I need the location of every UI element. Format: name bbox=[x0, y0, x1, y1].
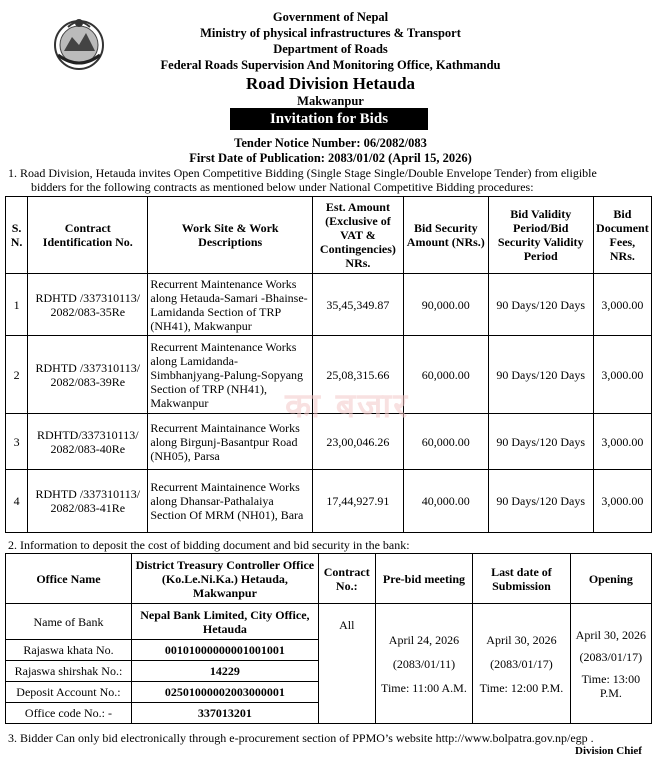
row-contract: RDHTD/337310113/ 2082/083-40Re bbox=[28, 414, 148, 470]
header-site: Work Site & Work Descriptions bbox=[148, 197, 313, 274]
paragraph-2: 2. Information to deposit the cost of bidding document and bid security in the bank: bbox=[8, 538, 410, 552]
signature-title: Division Chief bbox=[575, 745, 642, 757]
row-site: Recurrent Maintenance Works along Lamidanda-Simbhanjyang-Palung-Sopyang Section of TRP (NH41), Makwanpur bbox=[148, 336, 313, 414]
district-title: Makwanpur bbox=[297, 94, 364, 108]
header-sn: S. N. bbox=[6, 197, 28, 274]
header-prebid: Pre-bid meeting bbox=[375, 554, 473, 604]
last-time: Time: 12:00 P.M. bbox=[479, 680, 564, 695]
office-code-label: Office code No.: - bbox=[6, 703, 132, 724]
last-nepali-date: (2083/01/17) bbox=[490, 656, 553, 671]
bank-value: Nepal Bank Limited, City Office, Hetauda bbox=[131, 604, 318, 640]
row-security: 90,000.00 bbox=[403, 274, 488, 336]
row-contract: RDHTD /337310113/ 2082/083-41Re bbox=[28, 470, 148, 533]
shirshak-value: 14229 bbox=[131, 661, 318, 682]
row-amount: 35,45,349.87 bbox=[312, 274, 403, 336]
row-validity: 90 Days/120 Days bbox=[488, 274, 593, 336]
header-security: Bid Security Amount (NRs.) bbox=[403, 197, 488, 274]
row-site: Recurrent Maintainence Works along Dhansar-Pathalaiya Section Of MRM (NH01), Bara bbox=[148, 470, 313, 533]
header-contract-no: Contract No.: bbox=[318, 554, 375, 604]
row-validity: 90 Days/120 Days bbox=[488, 470, 593, 533]
prebid-date: April 24, 2026 bbox=[388, 632, 460, 647]
opening-date: April 30, 2026 bbox=[575, 627, 647, 642]
khata-value: 00101000000001001001 bbox=[131, 640, 318, 661]
header-contract: Contract Identification No. bbox=[28, 197, 148, 274]
office-code-value: 337013201 bbox=[131, 703, 318, 724]
opening-nepali-date: (2083/01/17) bbox=[579, 649, 643, 664]
invitation-banner: Invitation for Bids bbox=[230, 108, 428, 130]
department-title: Department of Roads bbox=[273, 42, 388, 56]
row-fees: 3,000.00 bbox=[593, 336, 651, 414]
ministry-title: Ministry of physical infrastructures & Transport bbox=[200, 26, 461, 40]
prebid-cell bbox=[375, 604, 473, 724]
table-row bbox=[6, 274, 652, 336]
row-sn: 3 bbox=[6, 414, 28, 470]
row-sn: 4 bbox=[6, 470, 28, 533]
paragraph-1-line-1: 1. Road Division, Hetauda invites Open Competitive Bidding (Single Stage Single/Double Envelope Tender) from eligible bbox=[8, 166, 597, 180]
row-contract: RDHTD /337310113/ 2082/083-35Re bbox=[28, 274, 148, 336]
bank-info-table bbox=[5, 553, 652, 724]
row-amount: 23,00,046.26 bbox=[312, 414, 403, 470]
header-office-name: Office Name bbox=[6, 554, 132, 604]
government-title: Government of Nepal bbox=[272, 10, 389, 24]
publication-date: First Date of Publication: 2083/01/02 (April 15, 2026) bbox=[189, 151, 472, 165]
bank-label: Name of Bank bbox=[6, 604, 132, 640]
row-security: 60,000.00 bbox=[403, 414, 488, 470]
opening-cell bbox=[570, 604, 651, 724]
khata-label: Rajaswa khata No. bbox=[6, 640, 132, 661]
paragraph-1-line-2: bidders for the following contracts as mentioned below under National Competitive Bidding procedures: bbox=[31, 180, 534, 194]
row-contract: RDHTD /337310113/ 2082/083-39Re bbox=[28, 336, 148, 414]
prebid-nepali-date: (2083/01/11) bbox=[392, 656, 456, 671]
deposit-value: 02501000002003000001 bbox=[131, 682, 318, 703]
row-site: Recurrent Maintainance Works along Birgunj-Basantpur Road (NH05), Parsa bbox=[148, 414, 313, 470]
prebid-time: Time: 11:00 A.M. bbox=[381, 680, 467, 695]
contracts-table bbox=[5, 196, 652, 533]
row-site: Recurrent Maintenance Works along Hetauda-Samari -Bhainse-Lamidanda Section of TRP (NH41), Makwanpur bbox=[148, 274, 313, 336]
contract-all: All bbox=[318, 604, 375, 724]
header-validity: Bid Validity Period/Bid Security Validity Period bbox=[488, 197, 593, 274]
opening-time: Time: 13:00 P.M. bbox=[581, 671, 641, 700]
office-title: Federal Roads Supervision And Monitoring Office, Kathmandu bbox=[160, 58, 501, 72]
row-sn: 1 bbox=[6, 274, 28, 336]
shirshak-label: Rajaswa shirshak No.: bbox=[6, 661, 132, 682]
row-sn: 2 bbox=[6, 336, 28, 414]
last-date: April 30, 2026 bbox=[486, 632, 557, 647]
division-title: Road Division Hetauda bbox=[245, 74, 416, 93]
header-amount: Est. Amount (Exclusive of VAT & Contingencies) NRs. bbox=[312, 197, 403, 274]
row-amount: 25,08,315.66 bbox=[312, 336, 403, 414]
header-last-date: Last date of Submission bbox=[473, 554, 571, 604]
watermark: का बजार bbox=[285, 386, 410, 426]
row-fees: 3,000.00 bbox=[593, 470, 651, 533]
header-opening: Opening bbox=[570, 554, 651, 604]
header-fees: Bid Document Fees, NRs. bbox=[593, 197, 651, 274]
row-security: 60,000.00 bbox=[403, 336, 488, 414]
table-row bbox=[6, 470, 652, 533]
row-security: 40,000.00 bbox=[403, 470, 488, 533]
row-fees: 3,000.00 bbox=[593, 274, 651, 336]
tender-notice: Tender Notice Number: 06/2082/083 bbox=[234, 136, 427, 150]
row-validity: 90 Days/120 Days bbox=[488, 336, 593, 414]
row-amount: 17,44,927.91 bbox=[312, 470, 403, 533]
row-fees: 3,000.00 bbox=[593, 414, 651, 470]
last-date-cell bbox=[473, 604, 571, 724]
header-treasury: District Treasury Controller Office (Ko.Le.Ni.Ka.) Hetauda, Makwanpur bbox=[131, 554, 318, 604]
paragraph-3: 3. Bidder Can only bid electronically through e-procurement section of PPMO’s website http://www.bolpatra.gov.np/egp . bbox=[8, 731, 594, 745]
row-validity: 90 Days/120 Days bbox=[488, 414, 593, 470]
deposit-label: Deposit Account No.: bbox=[6, 682, 132, 703]
